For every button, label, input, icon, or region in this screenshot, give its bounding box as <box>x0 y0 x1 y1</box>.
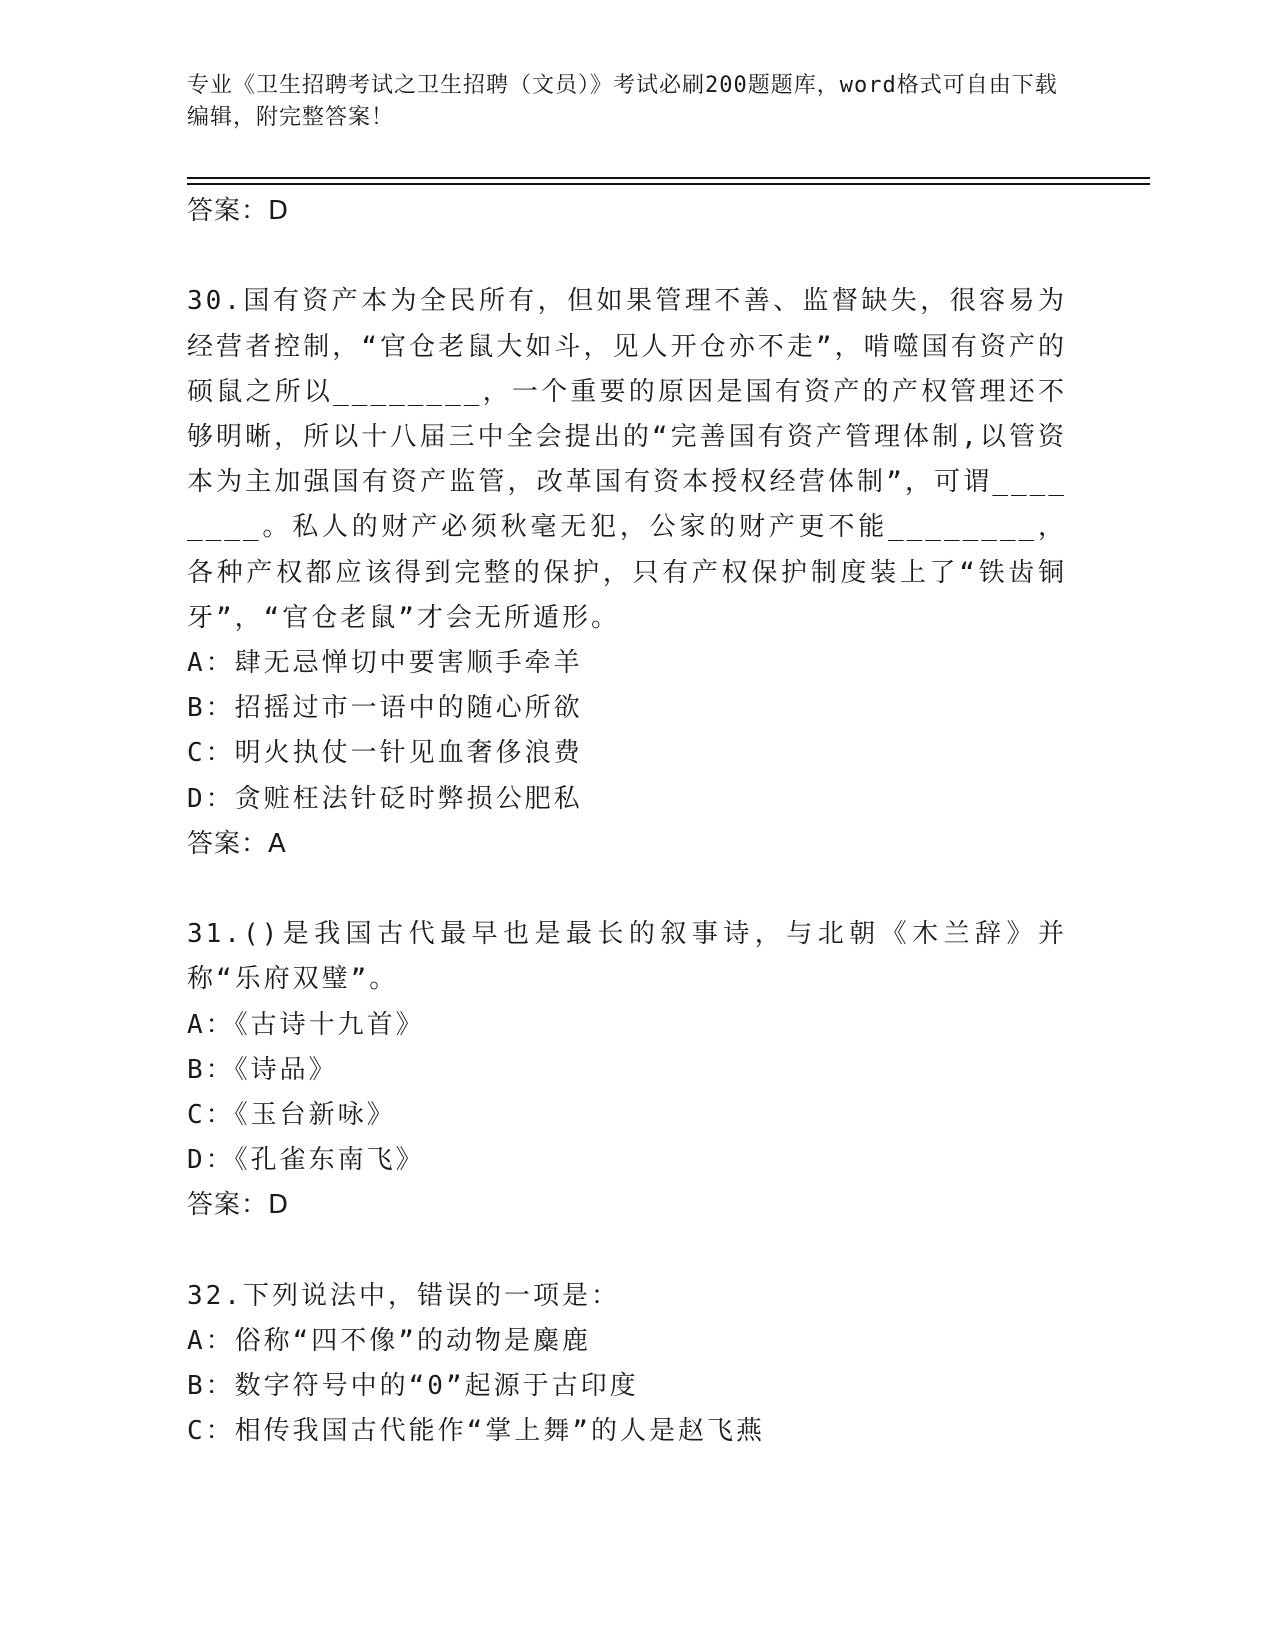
question-text: 31.()是我国古代最早也是最长的叙事诗，与北朝《木兰辞》并称“乐府双璧”。 <box>187 919 1067 995</box>
option-a: A：肆无忌惮切中要害顺手牵羊 <box>187 648 583 679</box>
option-b: B：《诗品》 <box>187 1054 338 1085</box>
option-b: B：招摇过市一语中的随心所欲 <box>187 693 583 724</box>
question-text: 30.国有资产本为全民所有，但如果管理不善、监督缺失，很容易为经营者控制，“官仓老鼠大如斗，见人开仓亦不走”，啃噬国有资产的硕鼠之所以________，一个重要的原因是国有资产的产权管理还不够明晰，所以十八届三中全会提出的“完善国有资产管理体制,以管资本为主加强国有资产监管，改革国有资本授权经营体制”，可谓________。私人的财产必须秋毫无犯，公家的财产更不能________，各种产权都应该得到完整的保护，只有产权保护制度装上了“铁齿铜牙”，“官仓老鼠”才会无所遁形。 <box>187 286 1067 633</box>
option-b: B：数字符号中的“0”起源于古印度 <box>187 1371 639 1402</box>
question-31 <box>187 912 1067 1228</box>
page-header: 专业《卫生招聘考试之卫生招聘（文员）》考试必刷200题题库，word格式可自由下载编辑，附完整答案！ <box>187 73 1058 130</box>
previous-answer: 答案：D <box>187 196 290 226</box>
option-c: C：《玉台新咏》 <box>187 1100 396 1131</box>
option-a: A：俗称“四不像”的动物是麋鹿 <box>187 1326 591 1357</box>
option-a: A：《古诗十九首》 <box>187 1009 425 1040</box>
option-c: C：相传我国古代能作“掌上舞”的人是赵飞燕 <box>187 1416 765 1447</box>
answer: 答案：A <box>187 828 287 859</box>
answer: 答案：D <box>187 1190 290 1221</box>
header-rule-bottom <box>187 183 1150 185</box>
option-d: D：贪赃枉法针砭时弊损公肥私 <box>187 783 583 814</box>
option-d: D：《孔雀东南飞》 <box>187 1145 425 1176</box>
document-body <box>187 189 1067 1455</box>
option-c: C：明火执仗一针见血奢侈浪费 <box>187 738 583 769</box>
question-32 <box>187 1274 1067 1455</box>
question-text: 32.下列说法中，错误的一项是： <box>187 1280 620 1311</box>
header-rule-top <box>187 177 1150 179</box>
question-30 <box>187 279 1067 867</box>
